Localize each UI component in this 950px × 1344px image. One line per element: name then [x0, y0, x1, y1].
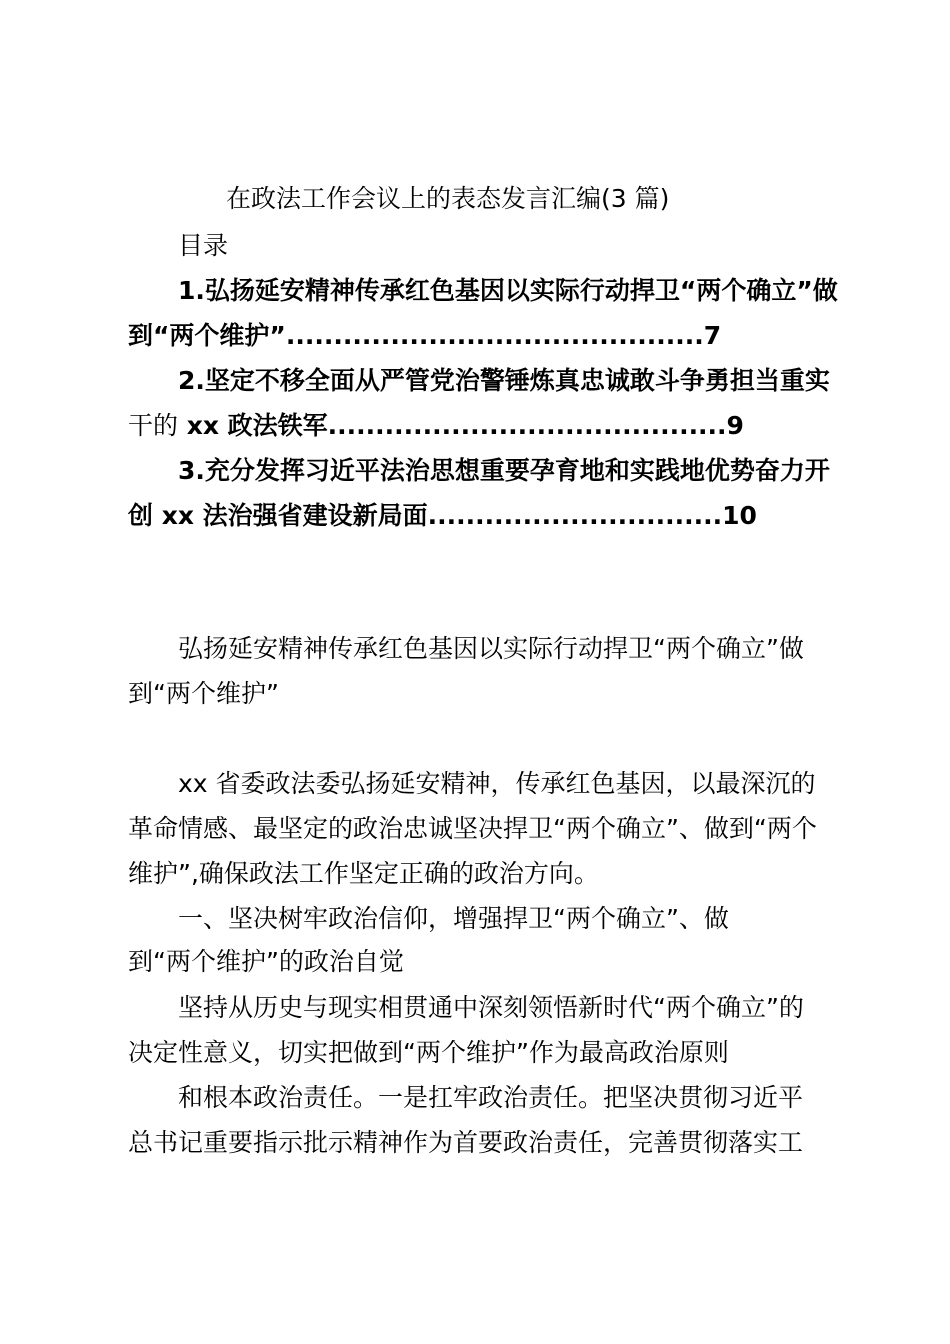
toc-entry-1-line-2[interactable]: 到“两个维护”............................................7: [128, 321, 722, 350]
document-title: 在政法工作会议上的表态发言汇编(3 篇): [226, 184, 670, 213]
toc-entry-2-prefix: 干的: [128, 411, 179, 440]
paragraph-2-line-1: 坚持从历史与现实相贯通中深刻领悟新时代“两个确立”的: [178, 993, 804, 1022]
paragraph-3-line-2: 总书记重要指示批示精神作为首要政治责任，完善贯彻落实工: [128, 1128, 804, 1157]
section-heading-1-line-1: 一、坚决树牢政治信仰，增强捍卫“两个确立”、做: [178, 904, 729, 933]
toc-heading: 目录: [178, 231, 229, 260]
toc-entry-2-rest: xx 政法铁军..........................................9: [178, 411, 744, 440]
toc-entry-3-line-2[interactable]: 创 xx 法治强省建设新局面...............................10: [128, 501, 757, 530]
section-heading-1-line-2: 到“两个维护”的政治自觉: [128, 947, 404, 976]
article-title-line-2: 到“两个维护”: [128, 679, 279, 708]
paragraph-1-line-2: 革命情感、最坚定的政治忠诚坚决捍卫“两个确立”、做到“两个: [128, 814, 817, 843]
paragraph-1-line-3: 维护”,确保政法工作坚定正确的政治方向。: [128, 859, 599, 888]
toc-entry-3-line-1[interactable]: 3.充分发挥习近平法治思想重要孕育地和实践地优势奋力开: [178, 456, 830, 485]
paragraph-1-line-1: xx 省委政法委弘扬延安精神，传承红色基因，以最深沉的: [178, 769, 816, 798]
paragraph-2-line-2: 决定性意义，切实把做到“两个维护”作为最高政治原则: [128, 1038, 729, 1067]
paragraph-3-line-1: 和根本政治责任。一是扛牢政治责任。把坚决贯彻习近平: [178, 1083, 804, 1112]
toc-entry-1-line-1[interactable]: 1.弘扬延安精神传承红色基因以实际行动捍卫“两个确立”做: [178, 276, 838, 305]
toc-entry-2-line-1[interactable]: 2.坚定不移全面从严管党治警锤炼真忠诚敢斗争勇担当重实: [178, 366, 830, 395]
article-title-line-1: 弘扬延安精神传承红色基因以实际行动捍卫“两个确立”做: [178, 634, 804, 663]
toc-entry-2-line-2[interactable]: [128, 410, 744, 442]
